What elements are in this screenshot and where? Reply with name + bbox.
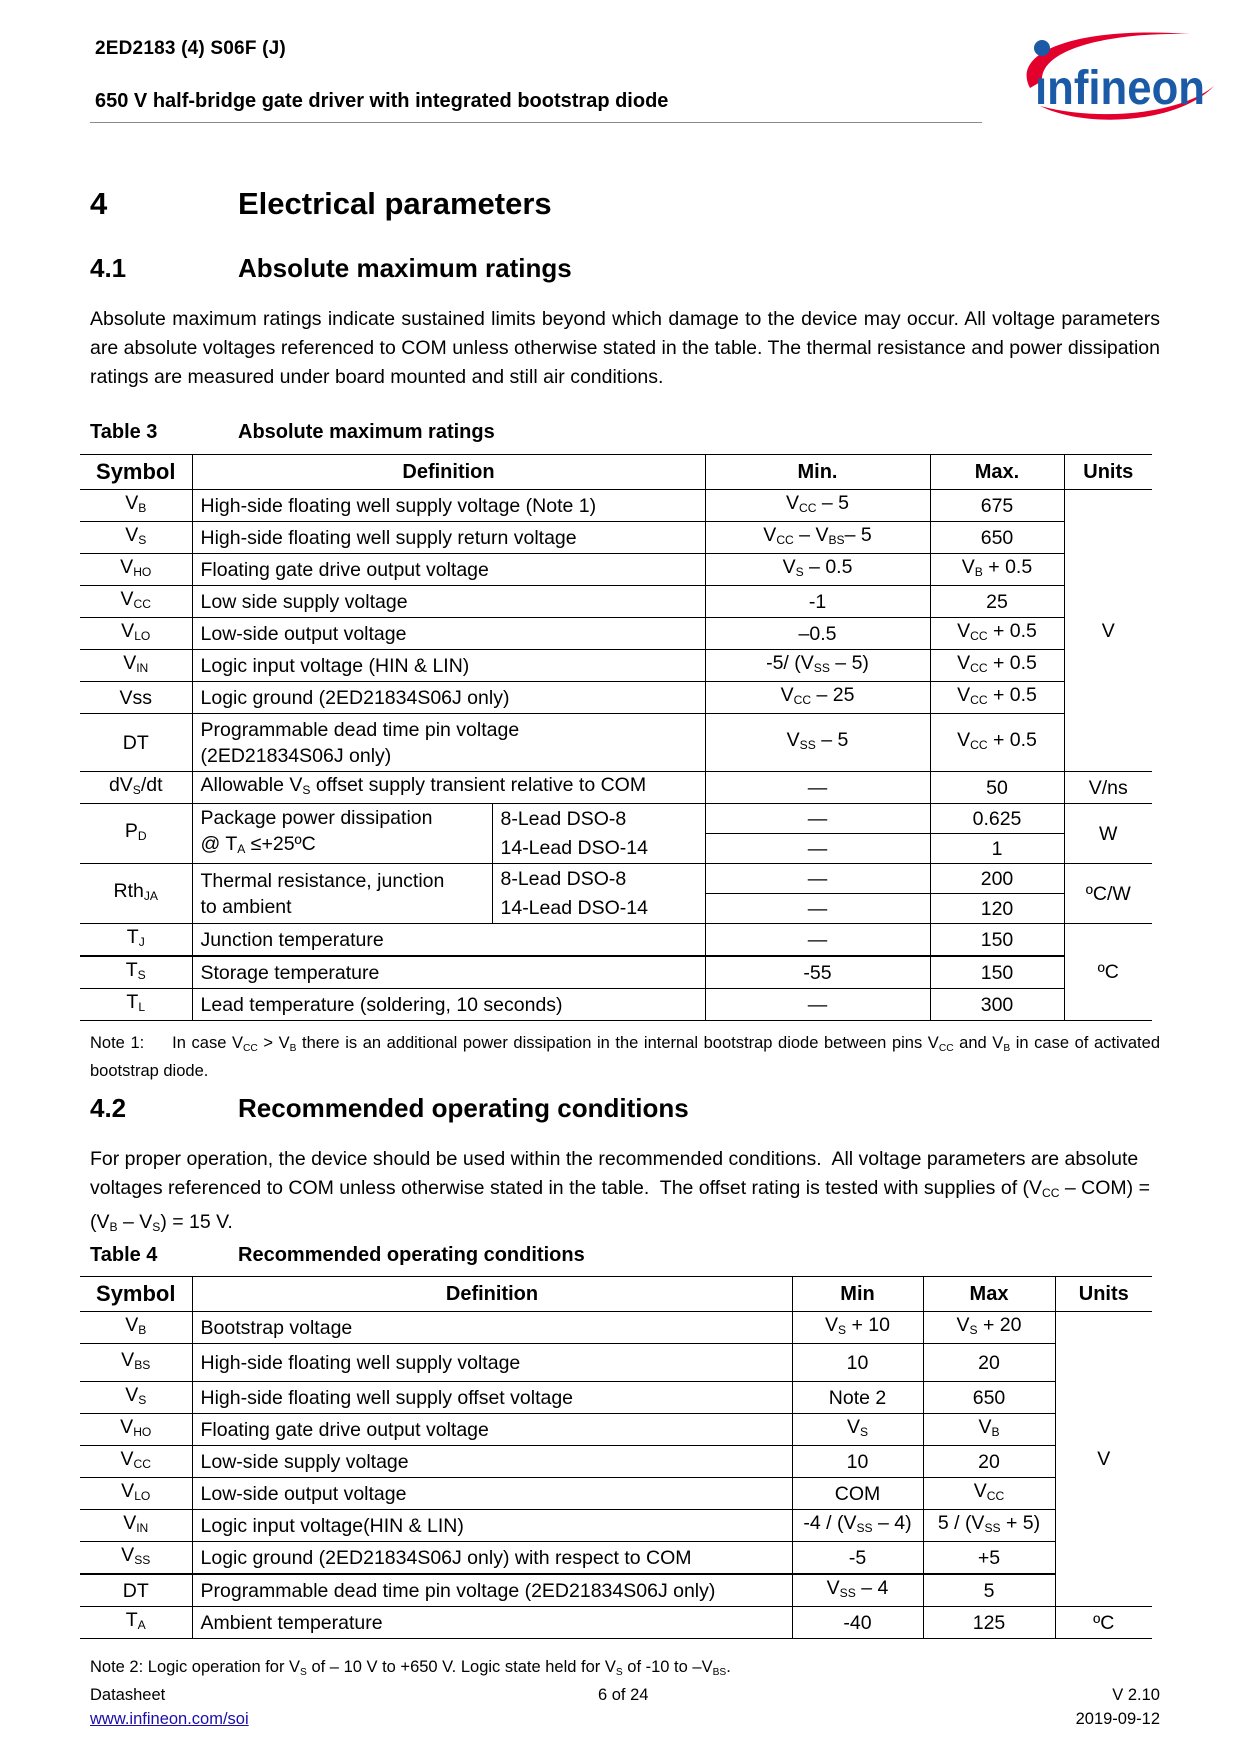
units-cell: W <box>1064 804 1152 864</box>
max-cell: 675 <box>930 490 1064 522</box>
max-cell: 150 <box>930 924 1064 957</box>
symbol-cell: $V_S$ <box>80 522 192 554</box>
col-symbol: Symbol <box>80 1277 192 1312</box>
definition-cell: Low-side output voltage <box>192 1478 792 1510</box>
document-subtitle: 650 V half-bridge gate driver with integrated bootstrap diode <box>95 90 669 112</box>
max-cell: 50 <box>930 772 1064 804</box>
symbol-cell: $V_{HO}$ <box>80 1414 192 1446</box>
table-row <box>80 989 1152 1021</box>
symbol-cell: $dV_S/dt$ <box>80 772 192 804</box>
min-cell: — <box>705 924 930 957</box>
symbol-cell: $V_B$ <box>80 1312 192 1344</box>
col-min: Min <box>792 1277 923 1312</box>
symbol-cell: $T_S$ <box>80 956 192 989</box>
definition-cell: Floating gate drive output voltage <box>192 554 705 586</box>
max-cell: 200 <box>930 864 1064 894</box>
min-cell: -1 <box>705 586 930 618</box>
units-cell: ºC <box>1064 924 1152 1021</box>
symbol-cell: $V_{SS}$ <box>80 1542 192 1575</box>
package-cell: 14-Lead DSO-14 <box>492 894 705 924</box>
max-cell: 20 <box>923 1446 1055 1478</box>
max-cell: $V_{CC} + 0.5$ <box>930 650 1064 682</box>
min-cell: — <box>705 864 930 894</box>
min-cell: $V_{SS} - 4$ <box>792 1574 923 1607</box>
symbol-cell: $V_{HO}$ <box>80 554 192 586</box>
svg-text:ınfineon: ınfineon <box>1035 62 1205 115</box>
units-cell: V <box>1064 490 1152 772</box>
max-cell: $V_B + 0.5$ <box>930 554 1064 586</box>
header-divider <box>90 122 982 123</box>
symbol-cell: Vss <box>80 682 192 714</box>
table-row <box>80 1478 1152 1510</box>
symbol-cell: $T_L$ <box>80 989 192 1021</box>
definition-cell: Lead temperature (soldering, 10 seconds) <box>192 989 705 1021</box>
min-cell: — <box>705 989 930 1021</box>
table-row <box>80 924 1152 957</box>
units-cell: V/ns <box>1064 772 1152 804</box>
symbol-cell: $P_D$ <box>80 804 192 864</box>
definition-cell: Logic input voltage(HIN & LIN) <box>192 1510 792 1542</box>
table-row <box>80 1446 1152 1478</box>
min-cell: $V_S$ <box>792 1414 923 1446</box>
subsection-title: Recommended operating conditions <box>238 1093 689 1123</box>
package-cell: 8-Lead DSO-8 <box>492 804 705 834</box>
symbol-cell: $V_S$ <box>80 1382 192 1414</box>
max-cell: $V_{CC} + 0.5$ <box>930 618 1064 650</box>
table-row <box>80 1542 1152 1575</box>
min-cell: — <box>705 772 930 804</box>
footer-version: V 2.10 <box>1112 1686 1160 1704</box>
symbol-cell: $V_{IN}$ <box>80 1510 192 1542</box>
definition-cell: High-side floating well supply voltage (Note 1) <box>192 490 705 522</box>
col-max: Max <box>923 1277 1055 1312</box>
max-cell: 650 <box>930 522 1064 554</box>
definition-cell: High-side floating well supply return voltage <box>192 522 705 554</box>
min-cell: 10 <box>792 1344 923 1382</box>
symbol-cell: $T_A$ <box>80 1607 192 1639</box>
definition-cell: Programmable dead time pin voltage (2ED21834S06J only) <box>192 714 705 772</box>
min-cell: — <box>705 804 930 834</box>
definition-cell: Junction temperature <box>192 924 705 957</box>
definition-cell: Storage temperature <box>192 956 705 989</box>
symbol-cell: $V_{BS}$ <box>80 1344 192 1382</box>
min-cell: $V_{CC} - V_{BS}-$ 5 <box>705 522 930 554</box>
max-cell: $V_{CC} + 0.5$ <box>930 714 1064 772</box>
min-cell: $V_S + 10$ <box>792 1312 923 1344</box>
min-cell: COM <box>792 1478 923 1510</box>
table-row <box>80 714 1152 772</box>
max-cell: $V_S + 20$ <box>923 1312 1055 1344</box>
max-cell: 1 <box>930 834 1064 864</box>
abs-max-intro-paragraph: Absolute maximum ratings indicate sustained limits beyond which damage to the device may occur. All voltage parameters are absolute voltages referenced to COM unless otherwise stated in the table. The thermal resistance and power dissipation ratings are measured under board mounted and still air conditions. <box>90 308 1160 388</box>
max-cell: $V_B$ <box>923 1414 1055 1446</box>
min-cell: $V_{SS} - 5$ <box>705 714 930 772</box>
min-cell: — <box>705 834 930 864</box>
min-cell: -55 <box>705 956 930 989</box>
footer-doc-type: Datasheet <box>90 1686 166 1704</box>
table-row <box>80 650 1152 682</box>
min-cell: — <box>705 894 930 924</box>
col-max: Max. <box>930 455 1064 490</box>
symbol-cell: DT <box>80 714 192 772</box>
min-cell: -40 <box>792 1607 923 1639</box>
max-cell: +5 <box>923 1542 1055 1575</box>
min-cell: $V_{CC} - 5$ <box>705 490 930 522</box>
definition-cell: High-side floating well supply offset voltage <box>192 1382 792 1414</box>
infineon-logo-icon <box>1000 26 1222 126</box>
min-cell: -5/ $(V_{SS} - 5)$ <box>705 650 930 682</box>
col-units: Units <box>1064 455 1152 490</box>
col-min: Min. <box>705 455 930 490</box>
table-row <box>80 1344 1152 1382</box>
table-row <box>80 554 1152 586</box>
section-number: 4 <box>90 186 108 221</box>
symbol-cell: $V_{LO}$ <box>80 618 192 650</box>
min-cell: $V_{CC} - 25$ <box>705 682 930 714</box>
recommended-operating-conditions-table <box>80 1276 1152 1639</box>
subsection-number: 4.1 <box>90 253 127 283</box>
table-caption: Absolute maximum ratings <box>238 421 495 443</box>
max-cell: 125 <box>923 1607 1055 1639</box>
table-label: Table 3 <box>90 421 158 443</box>
min-cell: $-4 / (V_{SS} - 4)$ <box>792 1510 923 1542</box>
definition-cell: Logic ground (2ED21834S06J only) with respect to COM <box>192 1542 792 1575</box>
definition-cell: Logic ground (2ED21834S06J only) <box>192 682 705 714</box>
table-row <box>80 682 1152 714</box>
table-row <box>80 490 1152 522</box>
table-row <box>80 772 1152 804</box>
min-cell: $V_S - 0.5$ <box>705 554 930 586</box>
definition-cell: Low-side output voltage <box>192 618 705 650</box>
definition-cell: Allowable $V_S$ offset supply transient relative to COM <box>192 772 705 804</box>
subsection-number: 4.2 <box>90 1093 127 1123</box>
footer-page-number: 6 of 24 <box>598 1686 649 1704</box>
table-row <box>80 1312 1152 1344</box>
table-row <box>80 1414 1152 1446</box>
symbol-cell: $V_{LO}$ <box>80 1478 192 1510</box>
package-cell: 8-Lead DSO-8 <box>492 864 705 894</box>
table-label: Table 4 <box>90 1244 158 1266</box>
max-cell: 5 <box>923 1574 1055 1607</box>
definition-cell: Package power dissipation @ $T_A$ ≤+25ºC <box>192 804 492 864</box>
footer-website-link[interactable]: www.infineon.com/soi <box>90 1710 249 1728</box>
table-caption: Recommended operating conditions <box>238 1244 585 1266</box>
max-cell: 300 <box>930 989 1064 1021</box>
definition-cell: Floating gate drive output voltage <box>192 1414 792 1446</box>
max-cell: $5 / (V_{SS} + 5)$ <box>923 1510 1055 1542</box>
package-cell: 14-Lead DSO-14 <box>492 834 705 864</box>
note-1-label: Note 1: <box>90 1034 145 1052</box>
col-definition: Definition <box>192 1277 792 1312</box>
footer-date: 2019-09-12 <box>1075 1710 1160 1728</box>
min-cell: Note 2 <box>792 1382 923 1414</box>
units-cell: V <box>1055 1312 1152 1607</box>
table-header-row <box>80 1277 1152 1312</box>
max-cell: 25 <box>930 586 1064 618</box>
definition-cell: Logic input voltage (HIN & LIN) <box>192 650 705 682</box>
symbol-cell: Rth$_{JA}$ <box>80 864 192 924</box>
col-units: Units <box>1055 1277 1152 1312</box>
section-title: Electrical parameters <box>238 186 552 221</box>
col-definition: Definition <box>192 455 705 490</box>
symbol-cell: DT <box>80 1574 192 1607</box>
min-cell: –0.5 <box>705 618 930 650</box>
max-cell: 20 <box>923 1344 1055 1382</box>
table-row <box>80 1510 1152 1542</box>
definition-cell: Low side supply voltage <box>192 586 705 618</box>
absolute-max-ratings-table <box>80 454 1152 1021</box>
table-row <box>80 522 1152 554</box>
table-row <box>80 956 1152 989</box>
definition-cell: Programmable dead time pin voltage (2ED21834S06J only) <box>192 1574 792 1607</box>
table-header-row <box>80 455 1152 490</box>
symbol-cell: $V_{CC}$ <box>80 1446 192 1478</box>
document-title: 2ED2183 (4) S06F (J) <box>95 38 286 59</box>
symbol-cell: $V_{CC}$ <box>80 586 192 618</box>
min-cell: 10 <box>792 1446 923 1478</box>
subsection-title: Absolute maximum ratings <box>238 253 572 283</box>
definition-cell: High-side floating well supply voltage <box>192 1344 792 1382</box>
symbol-cell: $V_{IN}$ <box>80 650 192 682</box>
col-symbol: Symbol <box>80 455 192 490</box>
table-row <box>80 586 1152 618</box>
table-row <box>80 1574 1152 1607</box>
definition-cell: Ambient temperature <box>192 1607 792 1639</box>
max-cell: 120 <box>930 894 1064 924</box>
units-cell: ºC <box>1055 1607 1152 1639</box>
max-cell: 0.625 <box>930 804 1064 834</box>
table-row <box>80 618 1152 650</box>
table-row <box>80 864 1152 894</box>
definition-cell: Bootstrap voltage <box>192 1312 792 1344</box>
symbol-cell: $V_B$ <box>80 490 192 522</box>
max-cell: $V_{CC} + 0.5$ <box>930 682 1064 714</box>
definition-cell: Low-side supply voltage <box>192 1446 792 1478</box>
rec-op-intro-paragraph: For proper operation, the device should be used within the recommended conditions. All voltage parameters are absolute voltages referenced to COM unless otherwise stated in the table. The offset rating is tested with supplies of $(V_{CC} - COM) = (V_B - V_S) = 15$ V. <box>90 1148 1150 1234</box>
symbol-cell: $T_J$ <box>80 924 192 957</box>
note-2: Note 2: Logic operation for $V_S$ of – 10 V to +650 V. Logic state held for $V_S$ of -10 to $-V_{BS}$. <box>90 1658 731 1678</box>
max-cell: 650 <box>923 1382 1055 1414</box>
table-row <box>80 1607 1152 1639</box>
table-row <box>80 1382 1152 1414</box>
units-cell: ºC/W <box>1064 864 1152 924</box>
min-cell: -5 <box>792 1542 923 1575</box>
max-cell: $V_{CC}$ <box>923 1478 1055 1510</box>
definition-cell: Thermal resistance, junction to ambient <box>192 864 492 924</box>
table-row <box>80 804 1152 834</box>
max-cell: 150 <box>930 956 1064 989</box>
note-1: Note 1: In case $V_{CC} > V_B$ there is an additional power dissipation in the internal bootstrap diode between pins $V_{CC}$ and $V_B$ in case of activated bootstrap diode. <box>90 1034 1160 1080</box>
